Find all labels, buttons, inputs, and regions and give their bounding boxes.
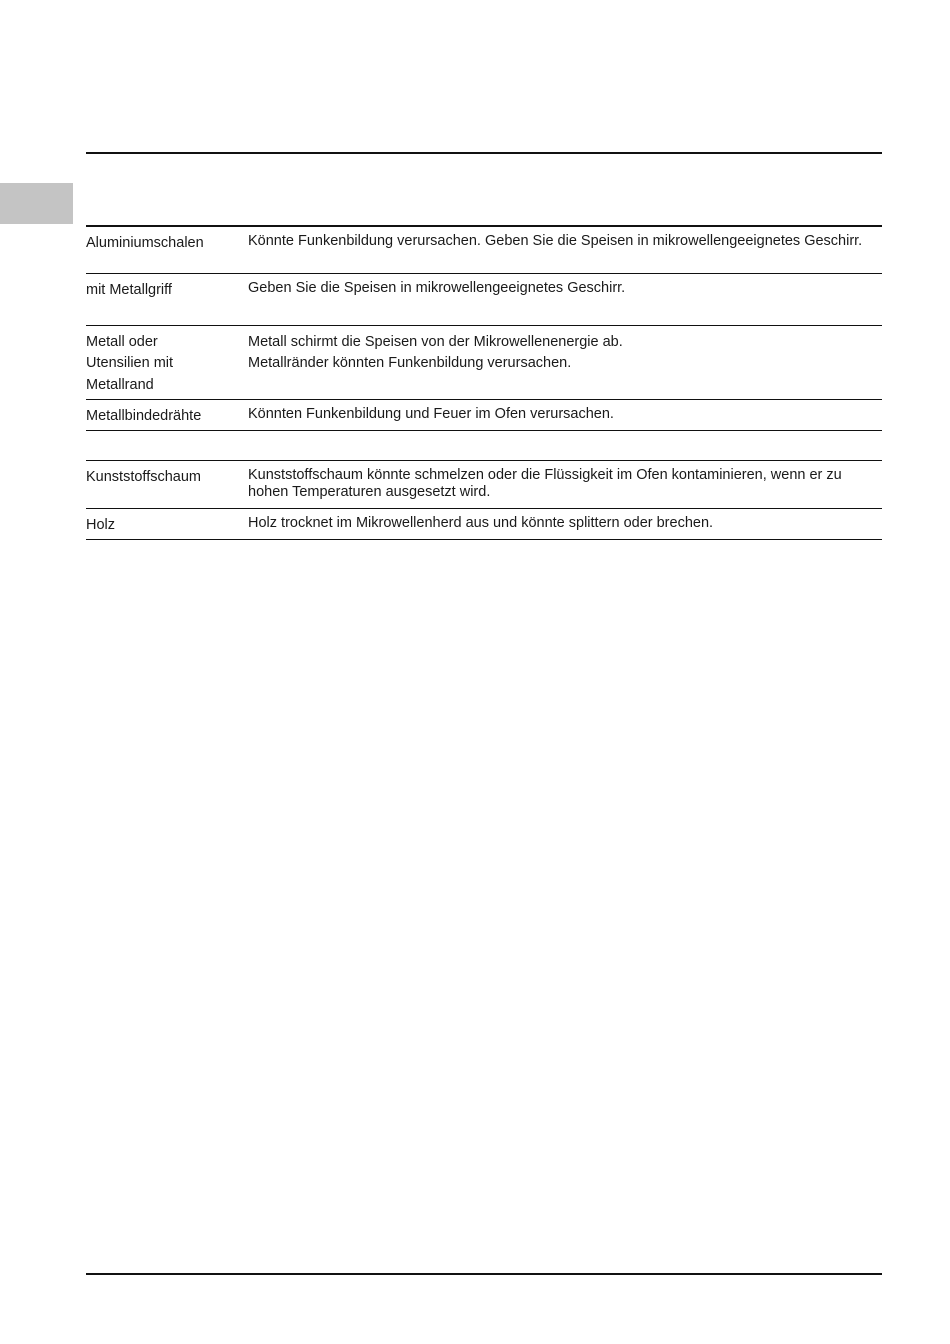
item-cell <box>86 430 248 460</box>
materials-table <box>86 225 882 540</box>
description-cell <box>248 273 882 325</box>
item-cell <box>86 273 248 325</box>
item-text: Metallbindedrähte <box>86 407 202 424</box>
description-text: Metallränder könnten Funkenbildung verursachen. <box>248 355 572 371</box>
item-text: mit Metallgriff <box>86 281 172 298</box>
description-cell <box>248 226 882 273</box>
item-text: Metallrand <box>86 376 154 393</box>
description-cell <box>248 460 882 508</box>
item-cell <box>86 399 248 430</box>
description-cell <box>248 508 882 539</box>
item-cell <box>86 226 248 273</box>
item-text: Holz <box>86 516 116 533</box>
item-text: Utensilien mit <box>86 355 174 371</box>
description-cell <box>248 399 882 430</box>
item-cell <box>86 325 248 399</box>
description-cell <box>248 430 882 460</box>
table-row <box>86 460 882 508</box>
table-row <box>86 399 882 430</box>
side-tab-marker <box>0 183 73 224</box>
description-text: Könnten Funkenbildung und Feuer im Ofen verursachen. <box>248 405 614 422</box>
item-cell <box>86 508 248 539</box>
item-cell <box>86 460 248 508</box>
item-text: Aluminiumschalen <box>86 235 204 251</box>
materials-table-body <box>86 226 882 539</box>
item-text: Kunststoffschaum <box>86 468 201 485</box>
top-rule <box>86 152 882 154</box>
table-row <box>86 508 882 539</box>
description-cell <box>248 325 882 399</box>
description-text: Metall schirmt die Speisen von der Mikrowellenenergie ab. <box>248 333 623 350</box>
table-row <box>86 430 882 460</box>
item-text: Metall oder <box>86 333 158 350</box>
table-row <box>86 226 882 273</box>
description-text: Könnte Funkenbildung verursachen. Geben Sie die Speisen in mikrowellengeeignetes Geschirr. <box>248 233 863 249</box>
description-text: Kunststoffschaum könnte schmelzen oder die Flüssigkeit im Ofen kontaminieren, wenn er zu hohen Temperaturen ausgesetzt wird. <box>248 466 842 500</box>
description-text: Holz trocknet im Mikrowellenherd aus und könnte splittern oder brechen. <box>248 514 714 531</box>
bottom-rule <box>86 1273 882 1275</box>
table-row <box>86 273 882 325</box>
table-row <box>86 325 882 399</box>
description-text: Geben Sie die Speisen in mikrowellengeeignetes Geschirr. <box>248 279 626 296</box>
